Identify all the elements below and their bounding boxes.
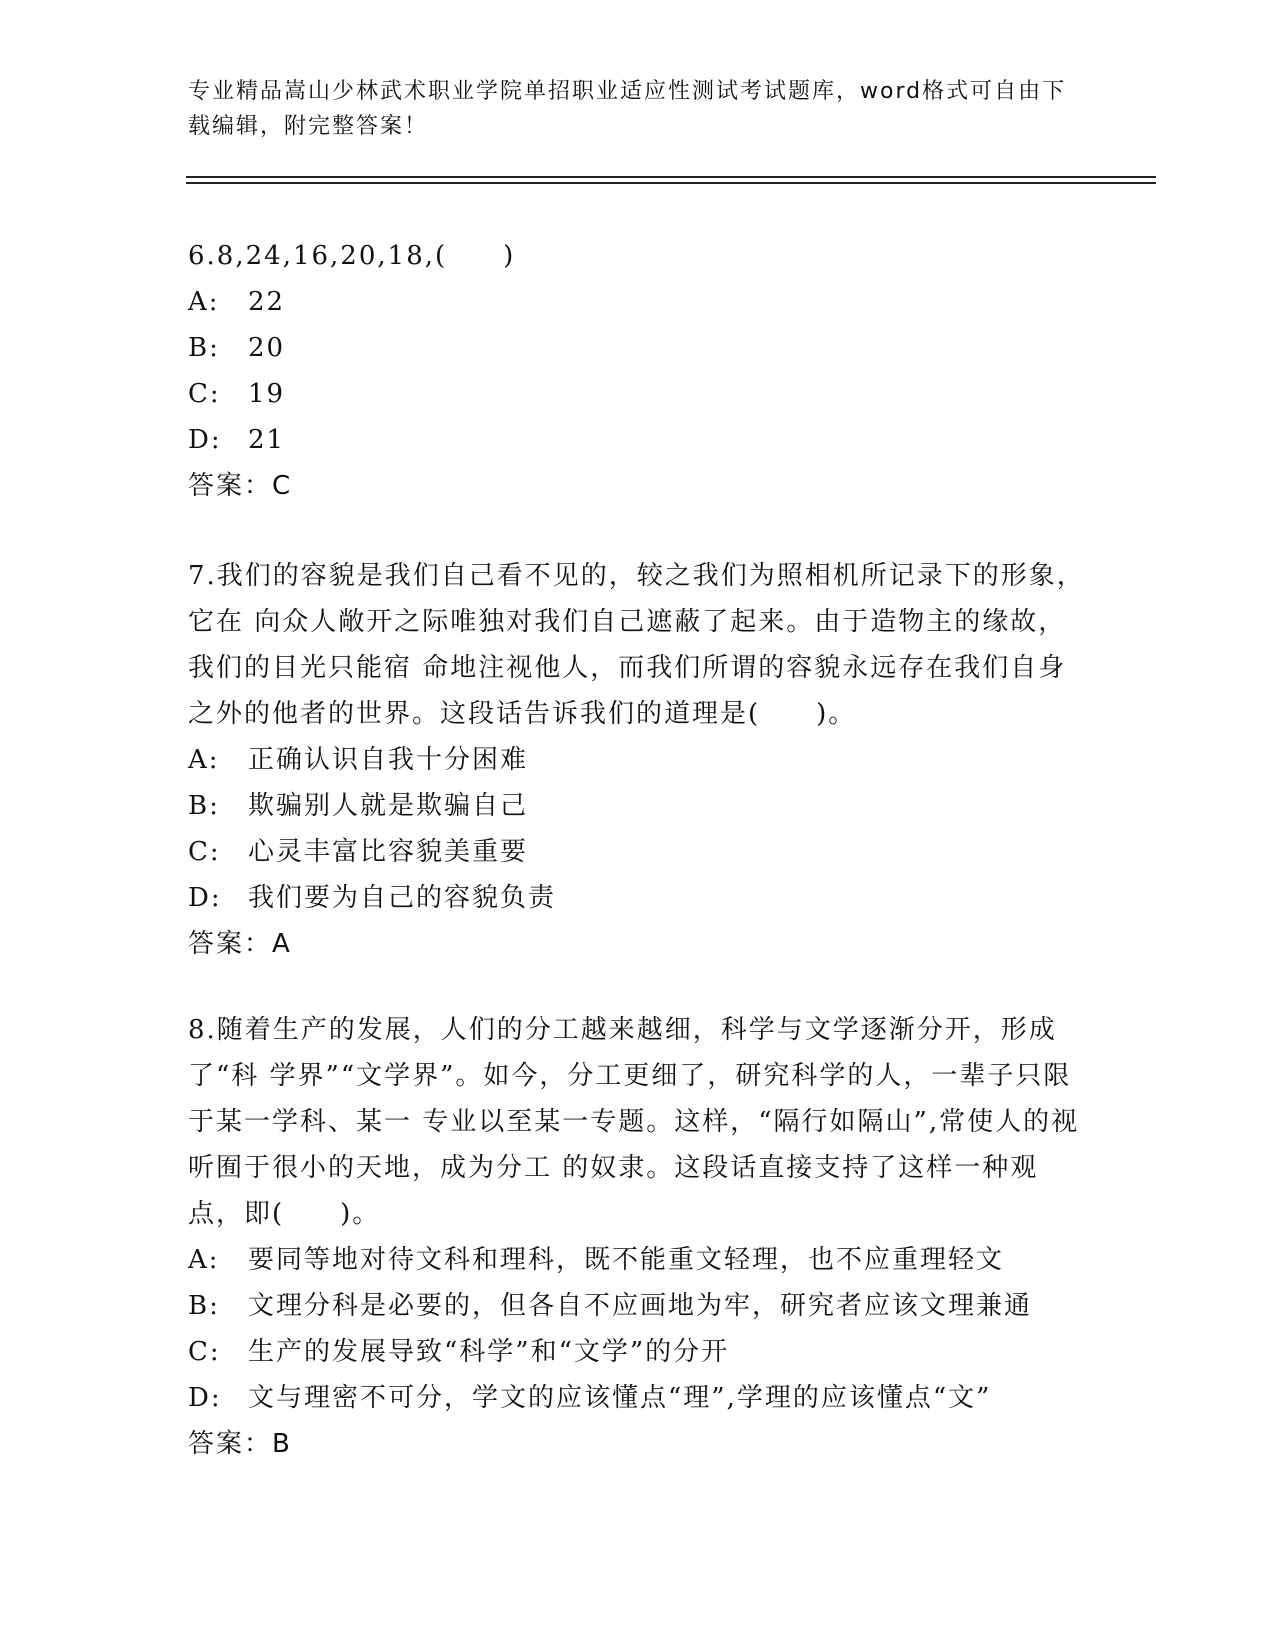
option-letter: D:: [188, 1383, 222, 1413]
option-b: [188, 1283, 1088, 1329]
option-text: 21: [248, 425, 286, 455]
question-8: [188, 1007, 1088, 1467]
option-b: [188, 325, 1088, 371]
page-header: 专业精品嵩山少林武术职业学院单招职业适应性测试考试题库，word格式可自由下载编辑，附完整答案！: [188, 79, 1067, 139]
option-letter: A:: [188, 287, 220, 317]
question-stem: 6.8,24,16,20,18,( ): [188, 241, 516, 271]
header-divider-top: [186, 176, 1156, 178]
header-divider-bottom: [186, 182, 1156, 184]
option-d: [188, 875, 1088, 921]
question-stem: 8.随着生产的发展，人们的分工越来越细，科学与文学逐渐分开，形成了“科 学界”“文学界”。如今，分工更细了，研究科学的人，一辈子只限于某一学科、某一 专业以至某一专题。这样，“隔行如隔山”,常使人的视听囿于很小的天地，成为分工 的奴隶。这段话直接支持了这样一种观点，即( )。: [188, 1015, 1080, 1229]
option-a: [188, 1237, 1088, 1283]
option-text: 生产的发展导致“科学”和“文学”的分开: [248, 1337, 730, 1367]
option-text: 要同等地对待文科和理科，既不能重文轻理，也不应重理轻文: [248, 1245, 1005, 1275]
question-stem: 7.我们的容貌是我们自己看不见的，较之我们为照相机所记录下的形象，它在 向众人敞开之际唯独对我们自己遮蔽了起来。由于造物主的缘故，我们的目光只能宿 命地注视他人，而我们所谓的容貌永远存在我们自身之外的他者的世界。这段话告诉我们的道理是( )。: [188, 561, 1085, 729]
option-text: 19: [248, 379, 286, 409]
option-c: [188, 1329, 1088, 1375]
option-letter: D:: [188, 883, 222, 913]
answer-line: 答案：C: [188, 471, 293, 501]
option-letter: B:: [188, 1291, 220, 1321]
option-letter: B:: [188, 791, 220, 821]
option-letter: D:: [188, 425, 222, 455]
option-letter: C:: [188, 379, 221, 409]
option-d: [188, 417, 1088, 463]
option-a: [188, 279, 1088, 325]
question-6: [188, 233, 1088, 509]
option-d: [188, 1375, 1088, 1421]
option-c: [188, 829, 1088, 875]
question-7: [188, 553, 1088, 967]
answer-line: 答案：A: [188, 929, 292, 959]
option-letter: C:: [188, 837, 221, 867]
option-text: 20: [248, 333, 286, 363]
option-letter: A:: [188, 745, 220, 775]
option-text: 文理分科是必要的，但各自不应画地为牢，研究者应该文理兼通: [248, 1291, 1033, 1321]
option-letter: B:: [188, 333, 220, 363]
option-text: 正确认识自我十分困难: [248, 745, 529, 775]
option-a: [188, 737, 1088, 783]
option-letter: C:: [188, 1337, 221, 1367]
option-text: 心灵丰富比容貌美重要: [248, 837, 529, 867]
option-b: [188, 783, 1088, 829]
answer-line: 答案：B: [188, 1429, 292, 1459]
option-text: 我们要为自己的容貌负责: [248, 883, 557, 913]
option-text: 22: [248, 287, 286, 317]
option-text: 欺骗别人就是欺骗自己: [248, 791, 529, 821]
option-text: 文与理密不可分，学文的应该懂点“理”,学理的应该懂点“文”: [248, 1383, 992, 1413]
option-letter: A:: [188, 1245, 220, 1275]
option-c: [188, 371, 1088, 417]
